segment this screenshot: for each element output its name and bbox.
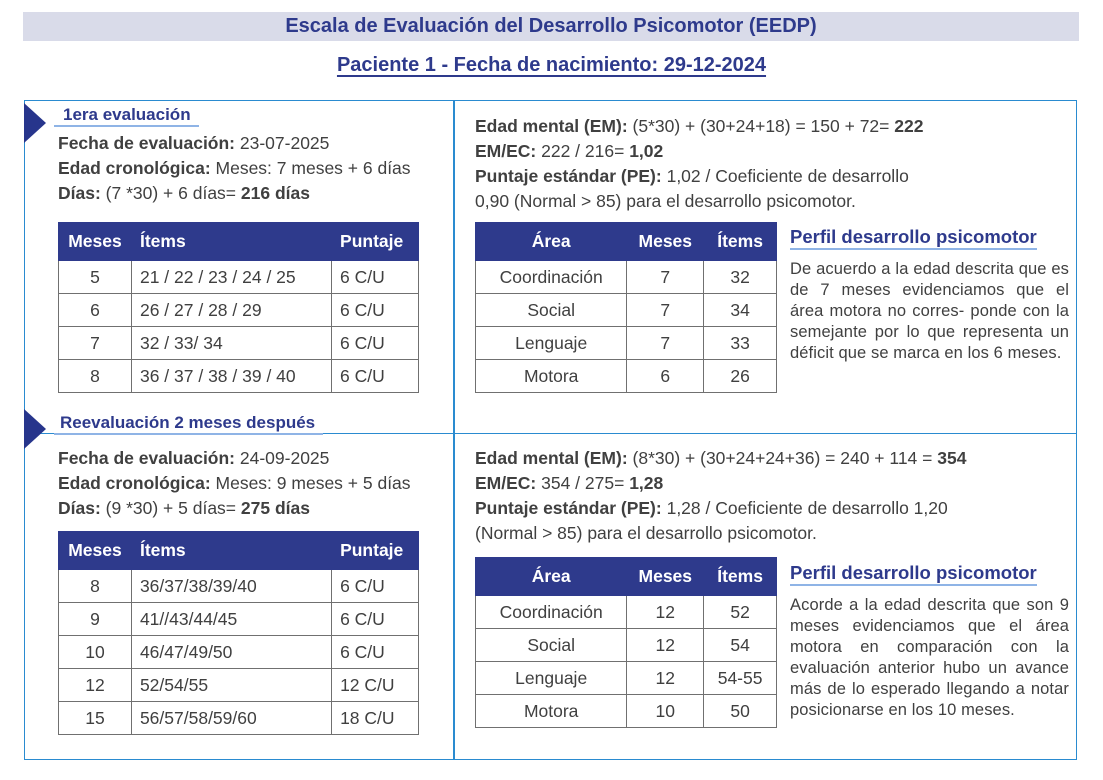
- eval2-perfil-text: Acorde a la edad descrita que son 9 meses evidenciamos que el área motora en comparación con la evaluación anterior hubo un avance más de lo esperado llegando a notar posicionarse en los 10 meses.: [790, 596, 1069, 719]
- table-row: 8 36/37/38/39/40 6 C/U: [59, 570, 419, 603]
- eval2-area-table: Área Meses Ítems Coordinación 12 52 Social 12 54 Lenguaje 12 54-55 Motora 10 50: [475, 557, 777, 728]
- eval1-results: Edad mental (EM): (5*30) + (30+24+18) = 150 + 72= 222 EM/EC: 222 / 216= 1,02 Puntaje estándar (PE): 1,02 / Coeficiente de desarrollo 0,90 (Normal > 85) para el desarrollo psicomotor.: [475, 116, 924, 211]
- table-row: 5 21 / 22 / 23 / 24 / 25 6 C/U: [59, 261, 419, 294]
- table-row: Lenguaje 12 54-55: [476, 662, 777, 695]
- eval2-heading: Reevaluación 2 meses después: [54, 413, 323, 435]
- table-row: Coordinación 12 52: [476, 596, 777, 629]
- eval1-perfil-text: De acuerdo a la edad descrita que es de 7 meses evidenciamos que el área motora no corres- ponde con la semejante por lo que representa un déficit que se marca en los 6 meses.: [790, 260, 1069, 362]
- table-row: 8 36 / 37 / 38 / 39 / 40 6 C/U: [59, 360, 419, 393]
- table-row: Coordinación 7 32: [476, 261, 777, 294]
- patient-subtitle: Paciente 1 - Fecha de nacimiento: 29-12-2024: [336, 54, 767, 76]
- vertical-divider: [453, 100, 455, 760]
- table-row: Social 7 34: [476, 294, 777, 327]
- table-row: Motora 10 50: [476, 695, 777, 728]
- table-row: 6 26 / 27 / 28 / 29 6 C/U: [59, 294, 419, 327]
- section-arrow-icon: [24, 103, 46, 143]
- eval1-area-table: Área Meses Ítems Coordinación 7 32 Social 7 34 Lenguaje 7 33 Motora 6 26: [475, 222, 777, 393]
- eval1-heading: 1era evaluación: [54, 105, 199, 127]
- table-row: Motora 6 26: [476, 360, 777, 393]
- page-title: Escala de Evaluación del Desarrollo Psicomotor (EEDP): [23, 12, 1079, 41]
- table-row: 9 41//43/44/45 6 C/U: [59, 603, 419, 636]
- table-row: 15 56/57/58/59/60 18 C/U: [59, 702, 419, 735]
- eval2-results: Edad mental (EM): (8*30) + (30+24+24+36) = 240 + 114 = 354 EM/EC: 354 / 275= 1,28 Puntaje estándar (PE): 1,28 / Coeficiente de desarrollo 1,20 (Normal > 85) para el desarrollo psicomotor.: [475, 448, 967, 543]
- table-row: 12 52/54/55 12 C/U: [59, 669, 419, 702]
- eval2-perfil-title: Perfil desarrollo psicomotor: [790, 562, 1037, 586]
- table-row: 7 32 / 33/ 34 6 C/U: [59, 327, 419, 360]
- table-row: Lenguaje 7 33: [476, 327, 777, 360]
- table-row: Social 12 54: [476, 629, 777, 662]
- eval2-items-table: Meses Ítems Puntaje 8 36/37/38/39/40 6 C/U 9 41//43/44/45 6 C/U 10 46/47/49/50 6 C/U 12 52/54/55 12 C/U 15 56/57/58/59/60 18 C/U: [58, 531, 419, 735]
- eval1-perfil-title: Perfil desarrollo psicomotor: [790, 226, 1037, 250]
- eval1-items-table: Meses Ítems Puntaje 5 21 / 22 / 23 / 24 / 25 6 C/U 6 26 / 27 / 28 / 29 6 C/U 7 32 / 33/ 34 6 C/U 8 36 / 37 / 38 / 39 / 40 6 C/U: [58, 222, 419, 393]
- eval1-info: Fecha de evaluación: 23-07-2025 Edad cronológica: Meses: 7 meses + 6 días Días: (7 *30) + 6 días= 216 días: [58, 133, 411, 203]
- table-row: 10 46/47/49/50 6 C/U: [59, 636, 419, 669]
- section-arrow-icon: [24, 409, 46, 449]
- eval2-info: Fecha de evaluación: 24-09-2025 Edad cronológica: Meses: 9 meses + 5 días Días: (9 *30) + 5 días= 275 días: [58, 448, 411, 518]
